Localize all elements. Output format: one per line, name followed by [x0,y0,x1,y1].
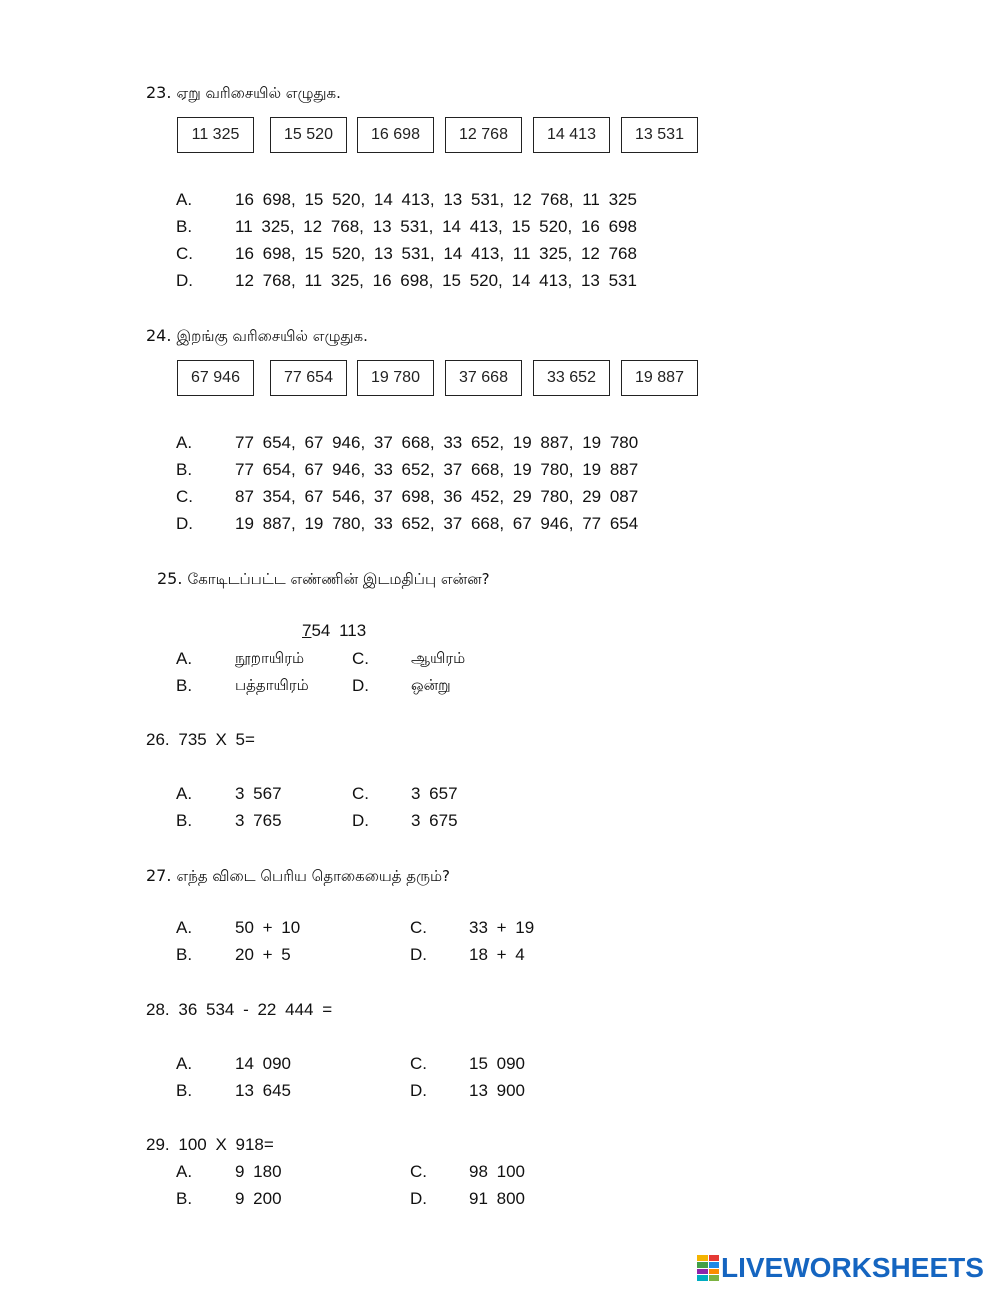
number-box: 77 654 [270,360,347,396]
option-text: 91 800 [469,1189,525,1208]
underlined-number [302,621,366,641]
option-text: நூறாயிரம் [235,649,305,667]
option-text: 12 768, 11 325, 16 698, 15 520, 14 413, 13 531 [235,271,637,290]
option-text: 13 645 [235,1081,291,1100]
option-text: 3 567 [235,784,282,803]
number-box: 33 652 [533,360,610,396]
number-box: 19 887 [621,360,698,396]
number-box: 19 780 [357,360,434,396]
question-number: 29. [146,1135,170,1154]
question-29-title [146,1135,274,1155]
option-letter: D. [352,676,369,695]
number-box: 15 520 [270,117,347,153]
option-text: ஒன்று [411,676,451,694]
option-letter: C. [410,1162,427,1181]
question-25-title [157,569,490,589]
option-text: 19 887, 19 780, 33 652, 37 668, 67 946, 77 654 [235,514,639,533]
option-letter: A. [176,433,193,452]
question-24-title [146,326,368,346]
option-text: 18 + 4 [469,945,525,964]
question-23-title [146,83,341,103]
number-box: 67 946 [177,360,254,396]
number-box: 11 325 [177,117,254,153]
number-boxes-23 [0,117,1000,153]
question-number: 27. [146,866,172,885]
option-text: 13 900 [469,1081,525,1100]
option-letter: B. [176,945,193,964]
option-letter: A. [176,918,193,937]
option-letter: C. [352,784,369,803]
number-box: 37 668 [445,360,522,396]
question-prompt: எந்த விடை பெரிய தொகையைத் தரும்? [176,867,451,885]
question-number: 25. [157,569,183,588]
liveworksheets-logo-icon [697,1255,719,1281]
option-text: 77 654, 67 946, 37 668, 33 652, 19 887, 19 780 [235,433,639,452]
option-text: ஆயிரம் [411,649,466,667]
option-text: 9 200 [235,1189,282,1208]
question-number: 23. [146,83,172,102]
question-number: 24. [146,326,172,345]
option-text: 16 698, 15 520, 14 413, 13 531, 12 768, 11 325 [235,190,637,209]
question-prompt: கோடிடப்பட்ட எண்ணின் இடமதிப்பு என்ன? [187,570,490,588]
option-letter: A. [176,649,193,668]
number-rest: 54 113 [311,621,367,640]
option-letter: B. [176,1081,193,1100]
option-text: 87 354, 67 546, 37 698, 36 452, 29 780, 29 087 [235,487,639,506]
option-text: 3 765 [235,811,282,830]
option-text: 15 090 [469,1054,525,1073]
number-box: 14 413 [533,117,610,153]
option-letter: A. [176,190,193,209]
number-box: 12 768 [445,117,522,153]
question-number: 28. [146,1000,170,1019]
option-letter: C. [410,918,427,937]
question-26-title [146,730,255,750]
brand-name: LIVEWORKSHEETS [721,1252,984,1283]
option-letter: D. [410,1189,427,1208]
option-text: 9 180 [235,1162,282,1181]
option-text: 50 + 10 [235,918,301,937]
question-prompt: 36 534 - 22 444 = [178,1000,333,1019]
option-letter: C. [176,487,193,506]
option-letter: D. [352,811,369,830]
option-text: 11 325, 12 768, 13 531, 14 413, 15 520, 16 698 [235,217,637,236]
option-letter: B. [176,217,193,236]
option-letter: C. [176,244,193,263]
option-text: 98 100 [469,1162,525,1181]
question-prompt: ஏறு வரிசையில் எழுதுக. [176,84,341,102]
number-box: 13 531 [621,117,698,153]
option-text: 3 657 [411,784,458,803]
question-number: 26. [146,730,170,749]
option-letter: C. [352,649,369,668]
option-text: 14 090 [235,1054,291,1073]
option-letter: A. [176,1162,193,1181]
option-text: 33 + 19 [469,918,535,937]
option-letter: B. [176,1189,193,1208]
option-letter: B. [176,460,193,479]
option-letter: B. [176,676,193,695]
underlined-digit: 7 [302,621,312,640]
number-box: 16 698 [357,117,434,153]
question-28-title [146,1000,332,1020]
liveworksheets-logo[interactable] [697,1253,984,1283]
question-prompt: 735 X 5= [178,730,255,749]
option-letter: D. [176,514,193,533]
question-27-title [146,866,450,886]
option-letter: B. [176,811,193,830]
option-letter: A. [176,1054,193,1073]
option-text: 3 675 [411,811,458,830]
option-letter: D. [410,945,427,964]
option-text: பத்தாயிரம் [235,676,309,694]
number-boxes-24 [0,360,1000,396]
option-letter: D. [176,271,193,290]
question-prompt: 100 X 918= [178,1135,274,1154]
option-letter: A. [176,784,193,803]
question-prompt: இறங்கு வரிசையில் எழுதுக. [176,327,368,345]
option-letter: C. [410,1054,427,1073]
option-text: 16 698, 15 520, 13 531, 14 413, 11 325, 12 768 [235,244,637,263]
option-letter: D. [410,1081,427,1100]
option-text: 20 + 5 [235,945,291,964]
option-text: 77 654, 67 946, 33 652, 37 668, 19 780, 19 887 [235,460,639,479]
